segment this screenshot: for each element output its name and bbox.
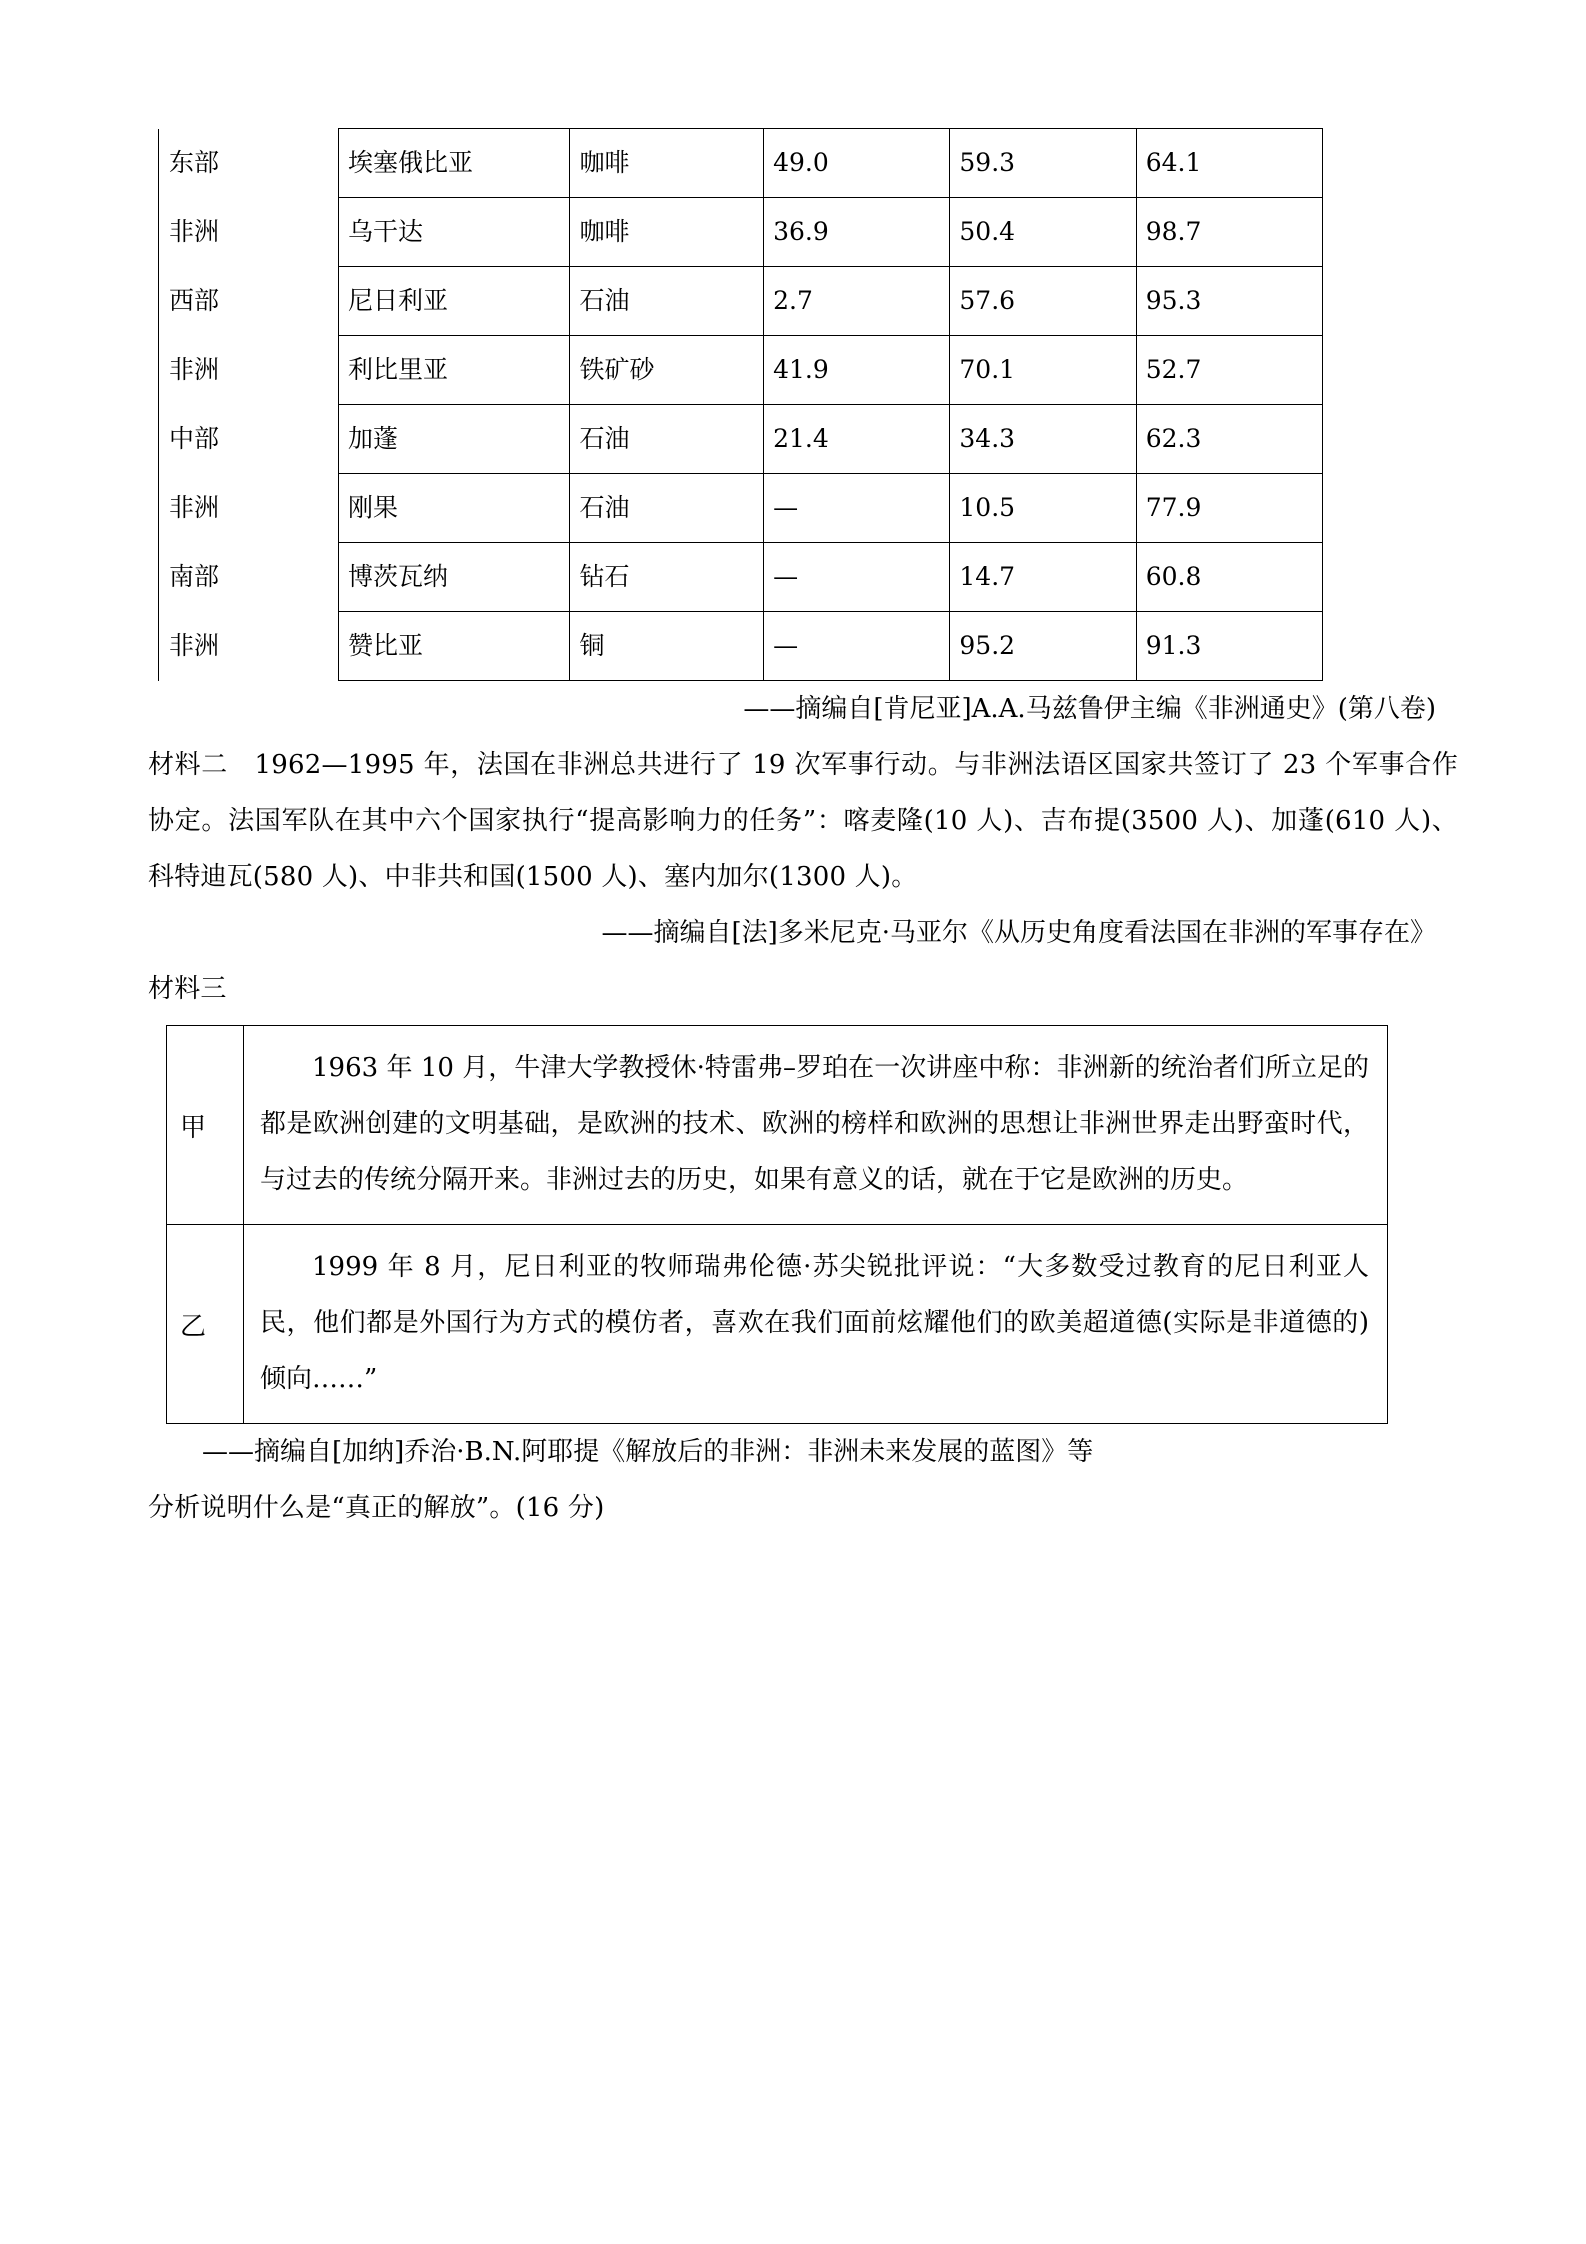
value-1970-cell: 95.2 — [950, 612, 1136, 681]
product-cell: 石油 — [570, 474, 764, 543]
material-three-heading: 材料三 — [148, 974, 227, 1004]
product-cell: 铜 — [570, 612, 764, 681]
value-1980-cell: 52.7 — [1136, 336, 1322, 405]
quote-table-body — [167, 1026, 1388, 1424]
product-cell: 钻石 — [570, 543, 764, 612]
country-cell: 加蓬 — [338, 405, 570, 474]
table-row — [159, 336, 1323, 405]
value-1961-cell: 2.7 — [764, 267, 950, 336]
quote-text-jia-cell — [244, 1026, 1388, 1225]
region-cell: 东部 — [159, 129, 339, 198]
value-1961-cell: 49.0 — [764, 129, 950, 198]
material-one-citation: ——摘编自[肯尼亚]A.A.马兹鲁伊主编《非洲通史》(第八卷) — [743, 694, 1436, 724]
product-cell: 石油 — [570, 267, 764, 336]
country-cell: 博茨瓦纳 — [338, 543, 570, 612]
material-three-quote-table — [166, 1025, 1388, 1424]
question-text: 分析说明什么是“真正的解放”。(16 分) — [148, 1493, 605, 1523]
value-1980-cell: 64.1 — [1136, 129, 1322, 198]
page-content — [148, 128, 1458, 1536]
value-1970-cell: 34.3 — [950, 405, 1136, 474]
quote-label-jia: 甲 — [167, 1026, 244, 1225]
africa-exports-table — [158, 128, 1323, 681]
table-row — [159, 198, 1323, 267]
material-two-body: 材料二 1962—1995 年，法国在非洲总共进行了 19 次军事行动。与非洲法语区国家共签订了 23 个军事合作协定。法国军队在其中六个国家执行“提高影响力的任务”：喀麦隆(10 人)、吉布提(3500 人)、加蓬(610 人)、科特迪瓦(580 人)、中非共和国(1500 人)、塞内加尔(1300 人)。 — [148, 750, 1458, 892]
value-1980-cell: 98.7 — [1136, 198, 1322, 267]
region-cell: 非洲 — [159, 336, 339, 405]
country-cell: 尼日利亚 — [338, 267, 570, 336]
table-row — [159, 129, 1323, 198]
material-one-table-wrapper — [148, 128, 1458, 681]
value-1980-cell: 91.3 — [1136, 612, 1322, 681]
table-row — [159, 474, 1323, 543]
table-row — [159, 267, 1323, 336]
country-cell: 乌干达 — [338, 198, 570, 267]
country-cell: 刚果 — [338, 474, 570, 543]
country-cell: 埃塞俄比亚 — [338, 129, 570, 198]
product-cell: 石油 — [570, 405, 764, 474]
country-cell: 赞比亚 — [338, 612, 570, 681]
material-two-citation: ——摘编自[法]多米尼克·马亚尔《从历史角度看法国在非洲的军事存在》 — [601, 918, 1436, 948]
region-cell: 非洲 — [159, 474, 339, 543]
material-three-citation: ——摘编自[加纳]乔治·B.N.阿耶提《解放后的非洲：非洲未来发展的蓝图》等 — [202, 1437, 1094, 1467]
region-cell: 非洲 — [159, 612, 339, 681]
value-1961-cell: — — [764, 612, 950, 681]
value-1961-cell: 41.9 — [764, 336, 950, 405]
quote-text-yi: 1999 年 8 月，尼日利亚的牧师瑞弗伦德·苏尖锐批评说：“大多数受过教育的尼日利亚人民，他们都是外国行为方式的模仿者，喜欢在我们面前炫耀他们的欧美超道德(实际是非道德的)倾向……” — [260, 1252, 1369, 1394]
region-cell: 中部 — [159, 405, 339, 474]
value-1970-cell: 50.4 — [950, 198, 1136, 267]
quote-text-yi-cell — [244, 1225, 1388, 1424]
value-1961-cell: — — [764, 474, 950, 543]
table-row — [159, 612, 1323, 681]
value-1970-cell: 57.6 — [950, 267, 1136, 336]
quote-label-yi: 乙 — [167, 1225, 244, 1424]
value-1980-cell: 62.3 — [1136, 405, 1322, 474]
region-cell: 南部 — [159, 543, 339, 612]
region-cell: 西部 — [159, 267, 339, 336]
value-1980-cell: 95.3 — [1136, 267, 1322, 336]
quote-row-jia — [167, 1026, 1388, 1225]
country-cell: 利比里亚 — [338, 336, 570, 405]
value-1961-cell: — — [764, 543, 950, 612]
value-1961-cell: 36.9 — [764, 198, 950, 267]
quote-text-jia: 1963 年 10 月，牛津大学教授休·特雷弗–罗珀在一次讲座中称：非洲新的统治者们所立足的都是欧洲创建的文明基础，是欧洲的技术、欧洲的榜样和欧洲的思想让非洲世界走出野蛮时代，与过去的传统分隔开来。非洲过去的历史，如果有意义的话，就在于它是欧洲的历史。 — [260, 1053, 1369, 1195]
table-row — [159, 543, 1323, 612]
value-1980-cell: 77.9 — [1136, 474, 1322, 543]
value-1980-cell: 60.8 — [1136, 543, 1322, 612]
table-row — [159, 405, 1323, 474]
product-cell: 咖啡 — [570, 129, 764, 198]
value-1970-cell: 10.5 — [950, 474, 1136, 543]
value-1970-cell: 59.3 — [950, 129, 1136, 198]
value-1970-cell: 70.1 — [950, 336, 1136, 405]
region-cell: 非洲 — [159, 198, 339, 267]
value-1961-cell: 21.4 — [764, 405, 950, 474]
product-cell: 铁矿砂 — [570, 336, 764, 405]
product-cell: 咖啡 — [570, 198, 764, 267]
value-1970-cell: 14.7 — [950, 543, 1136, 612]
quote-row-yi — [167, 1225, 1388, 1424]
table-body — [159, 129, 1323, 681]
